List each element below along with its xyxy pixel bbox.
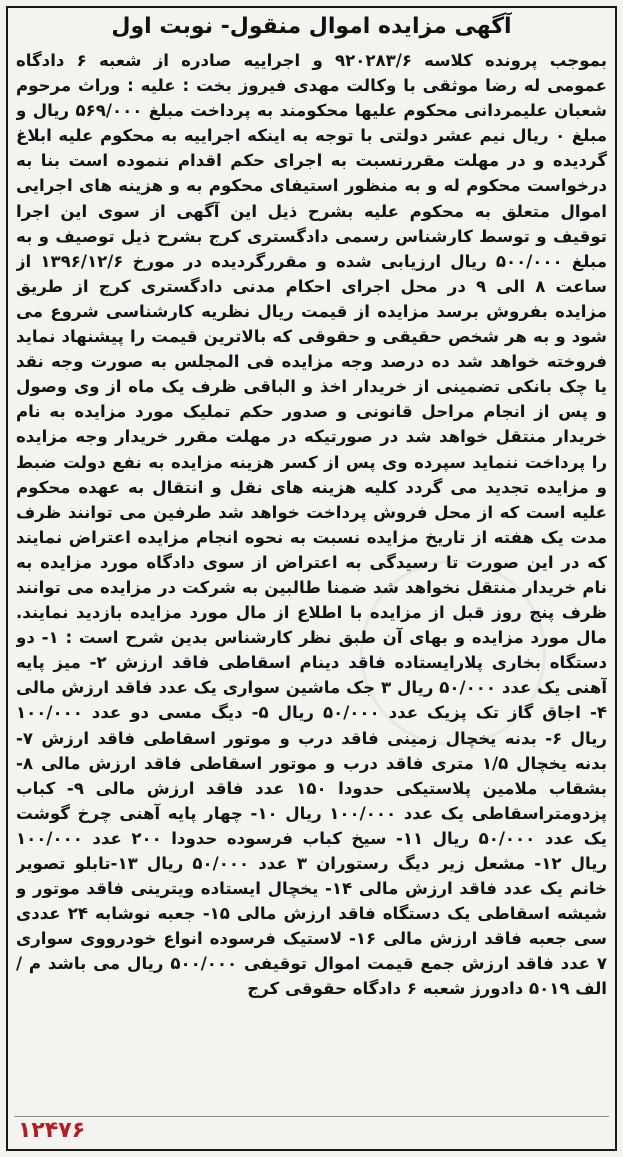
notice-body: بموجب پرونده کلاسه ۹۲۰۲۸۳/۶ و اجراییه صادره از شعبه ۶ دادگاه عمومی له رضا موثقی با وکالت مهدی فیروز بخت : علیه : وراث مرحوم شعبان علیمردانی محکوم علیها محکومند به پرداخت مبلغ ۵۶۹/۰۰۰ ریال و مبلغ ۰ ریال نیم عشر دولتی با توجه به اینکه اجراییه به محکوم علیه ابلاغ گردیده و در مهلت مقررنسبت به اجرای حکم اقدام ننموده است بنا به درخواست محکوم له و به منظور استیفای محکوم به و هزینه های اجرایی اموال متعلق به محکوم علیه بشرح ذیل این آگهی از سوی این اجرا توقیف و توسط کارشناس رسمی دادگستری کرج بشرح ذیل توصیف و به مبلغ ۵۰۰/۰۰۰ ریال ارزیابی شده و مقررگردیده در مورخ ۱۳۹۶/۱۲/۶ از ساعت ۸ الی ۹ در محل اجرای احکام مدنی دادگستری کرج از طریق مزایده بفروش برسد مزایده از قیمت ریال نظریه کارشناسی شروع می شود و به هر شخص حقیقی و حقوقی که بالاترین قیمت را پیشنهاد نماید فروخته خواهد شد ده درصد وجه مزایده فی المجلس به صورت وجه نقد یا چک بانکی تضمینی از خریدار اخذ و الباقی ظرف یک ماه از وی وصول و پس از انجام مراحل قانونی و صدور حکم تملیک مورد مزایده به نام خریدار منتقل خواهد شد در صورتیکه در مهلت مقرر خریدار وجه مزایده را پرداخت ننماید سپرده وی پس از کسر هزینه مزایده به نفع دولت ضبط و مزایده تجدید می گردد کلیه هزینه های نقل و انتقال به عهده محکوم علیه است که از محل فروش پرداخت خواهد شد طرفین می توانند ظرف مدت یک هفته از تاریخ مزایده نسبت به نحوه انجام مزایده اعتراض نمایند که در این صورت تا رسیدگی به اعتراض از سوی دادگاه مورد مزایده به نام خریدار منتقل نخواهد شد ضمنا طالبین به شرکت در مزایده می توانند ظرف پنج روز قبل از مزایده با اطلاع از مال مورد مزایده بازدید نمایند. مال مورد مزایده و بهای آن طبق نظر کارشناس بدین شرح است : ۱- دو دستگاه بخاری پلارایستاده فاقد دینام اسقاطی فاقد ارزش ۲- میز پایه آهنی یک عدد ۵۰/۰۰۰ ریال ۳ جک ماشین سواری یک عدد فاقد ارزش مالی ۴- اجاق گاز تک پزیک عدد ۵۰/۰۰۰ ریال ۵- دیگ مسی دو عدد ۱۰۰/۰۰۰ ریال ۶- بدنه یخچال زمینی فاقد درب و موتور اسقاطی فاقد ارزش ۷- بدنه یخچال ۱/۵ متری فاقد درب و موتور اسقاطی فاقد ارزش مالی ۸- بشقاب ملامین پلاستیکی حدودا ۱۵۰ عدد فاقد ارزش مالی ۹- کباب پزدومتراسقاطی یک عدد ۱۰۰/۰۰۰ ریال ۱۰- چهار پایه آهنی چرخ گوشت یک عدد ۵۰/۰۰۰ ریال ۱۱- سیخ کباب فرسوده حدودا ۲۰۰ عدد ۱۰۰/۰۰۰ ریال ۱۲- مشعل زیر دیگ رستوران ۳ عدد ۵۰/۰۰۰ ریال ۱۳-تابلو تصویر خانم یک عدد فاقد ارزش مالی ۱۴- یخچال ایستاده ویترینی فاقد موتور و شیشه اسقاطی یک دستگاه فاقد ارزش مالی ۱۵- جعبه نوشابه ۲۴ عددی سی جعبه فاقد ارزش مالی ۱۶- لاستیک فرسوده انواع خودرووی سواری ۷ عدد فاقد ارزش جمع قیمت اموال توقیفی ۵۰۰/۰۰۰ ریال می باشد م / الف ۵۰۱۹ دادورز شعبه ۶ دادگاه حقوقی کرج — [16, 51, 607, 999]
notice-title: آگهی مزایده اموال منقول- نوبت اول — [111, 14, 512, 39]
footer-divider — [14, 1116, 609, 1117]
ad-number: ۱۲۴۷۶ — [18, 1118, 86, 1143]
